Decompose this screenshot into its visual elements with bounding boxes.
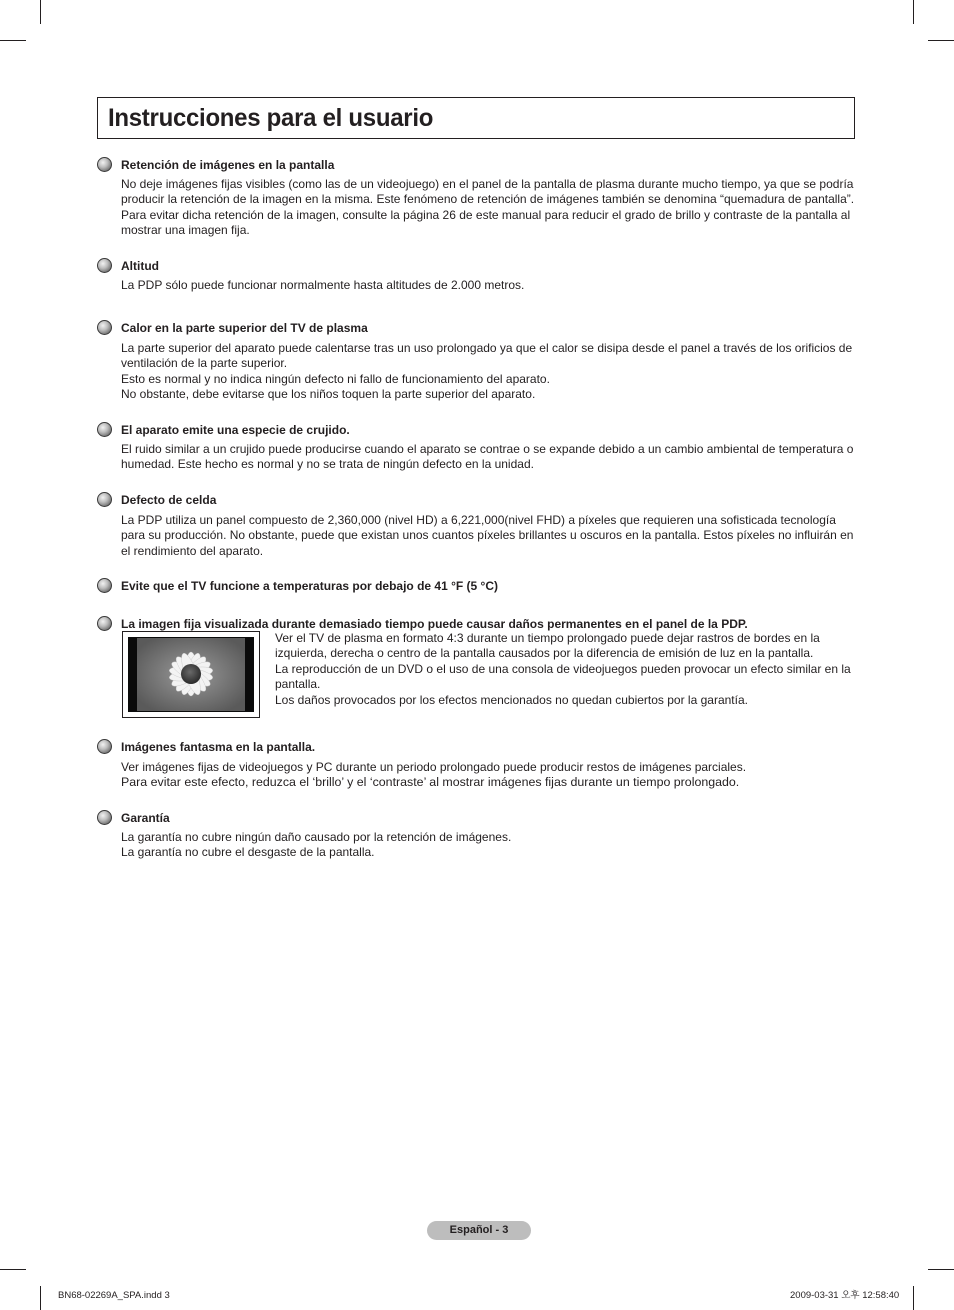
section-heading: La imagen fija visualizada durante demasiado tiempo puede causar daños permanentes en el panel de la PDP. <box>121 617 748 631</box>
paragraph: No obstante, debe evitarse que los niños toquen la parte superior del aparato. <box>121 387 536 402</box>
crop-mark <box>0 1269 26 1270</box>
bullet-icon <box>97 616 112 631</box>
crop-mark <box>913 0 914 24</box>
page-number-badge: Español - 3 <box>427 1221 531 1240</box>
flower-picture <box>128 637 254 712</box>
section-body <box>121 513 859 559</box>
section-heading: Altitud <box>121 259 159 273</box>
paragraph: Los daños provocados por los efectos mencionados no quedan cubiertos por la garantía. <box>275 692 748 707</box>
paragraph: La garantía no cubre ningún daño causado por la retención de imágenes. <box>121 830 512 844</box>
bullet-icon <box>97 422 112 437</box>
section-body <box>121 830 859 861</box>
bullet-icon <box>97 492 112 507</box>
paragraph: La garantía no cubre el desgaste de la pantalla. <box>121 845 375 860</box>
paragraph: Ver el TV de plasma en formato 4:3 durante un tiempo prolongado puede dejar rastros de bordes en la izquierda, derecha o centro de la pantalla causados por la diferencia de emisión de luz en la pantalla. <box>275 631 820 661</box>
section-heading: Garantía <box>121 811 170 825</box>
crop-mark <box>0 40 26 41</box>
bullet-icon <box>97 320 112 335</box>
crop-mark <box>913 1286 914 1310</box>
paragraph: No deje imágenes fijas visibles (como las de un videojuego) en el panel de la pantalla de plasma durante mucho tiempo, ya que se podría producir la retención de la imagen en la misma. Este fenómeno de retención de imágenes también se denomina “quemadura de pantalla”. Para evitar dicha retención de la imagen, consulte la página 26 de este manual para reducir el grado de brillo y contraste de la pantalla al mostrar una imagen fija. <box>121 177 855 238</box>
section-body <box>275 631 859 708</box>
section-heading: Retención de imágenes en la pantalla <box>121 158 335 172</box>
section-body <box>121 177 859 239</box>
crop-mark <box>40 0 41 24</box>
paragraph: Esto es normal y no indica ningún defecto ni fallo de funcionamiento del aparato. <box>121 371 550 386</box>
section-body <box>121 278 859 293</box>
title-box <box>97 97 855 139</box>
bullet-icon <box>97 739 112 754</box>
flower-image <box>128 637 254 712</box>
timestamp-slug: 2009-03-31 오후 12:58:40 <box>790 1290 900 1301</box>
section-body <box>121 442 859 473</box>
paragraph: Para evitar este efecto, reduzca el ‘brillo’ y el ‘contraste’ al mostrar imágenes fijas durante un tiempo prolongado. <box>121 775 740 790</box>
section-body <box>121 341 859 403</box>
tv-screen-illustration <box>122 631 260 718</box>
section-heading: Imágenes fantasma en la pantalla. <box>121 740 316 754</box>
paragraph: La parte superior del aparato puede calentarse tras un uso prolongado ya que el calor se disipa desde el panel a través de los orificios de ventilación de la parte superior. <box>121 341 853 371</box>
crop-mark <box>928 40 954 41</box>
section-heading: El aparato emite una especie de crujido. <box>121 423 350 437</box>
paragraph: La PDP utiliza un panel compuesto de 2,360,000 (nivel HD) a 6,221,000(nivel FHD) a píxeles que requieren una sofisticada tecnología para su producción. No obstante, puede que existan unos cuantos píxeles brillantes u oscuros en la pantalla. Estos píxeles no influirán en el rendimiento del aparato. <box>121 513 854 558</box>
section-heading: Defecto de celda <box>121 493 217 507</box>
section-body <box>121 760 859 791</box>
bullet-icon <box>97 578 112 593</box>
file-name-slug: BN68-02269A_SPA.indd 3 <box>58 1290 170 1301</box>
section-heading: Evite que el TV funcione a temperaturas por debajo de 41 °F (5 °C) <box>121 579 499 593</box>
paragraph: La PDP sólo puede funcionar normalmente hasta altitudes de 2.000 metros. <box>121 278 525 292</box>
page-title: Instrucciones para el usuario <box>108 104 434 132</box>
bullet-icon <box>97 810 112 825</box>
crop-mark <box>928 1269 954 1270</box>
paragraph: La reproducción de un DVD o el uso de una consola de videojuegos pueden provocar un efecto similar en la pantalla. <box>275 661 851 692</box>
bullet-icon <box>97 157 112 172</box>
section-heading: Calor en la parte superior del TV de plasma <box>121 321 368 335</box>
paragraph: El ruido similar a un crujido puede producirse cuando el aparato se contrae o se expande debido a un cambio ambiental de temperatura o humedad. Este hecho es normal y no se trata de ningún defecto en la unidad. <box>121 442 854 472</box>
paragraph: Ver imágenes fijas de videojuegos y PC durante un periodo prolongado puede producir restos de imágenes parciales. <box>121 760 747 774</box>
crop-mark <box>40 1286 41 1310</box>
bullet-icon <box>97 258 112 273</box>
